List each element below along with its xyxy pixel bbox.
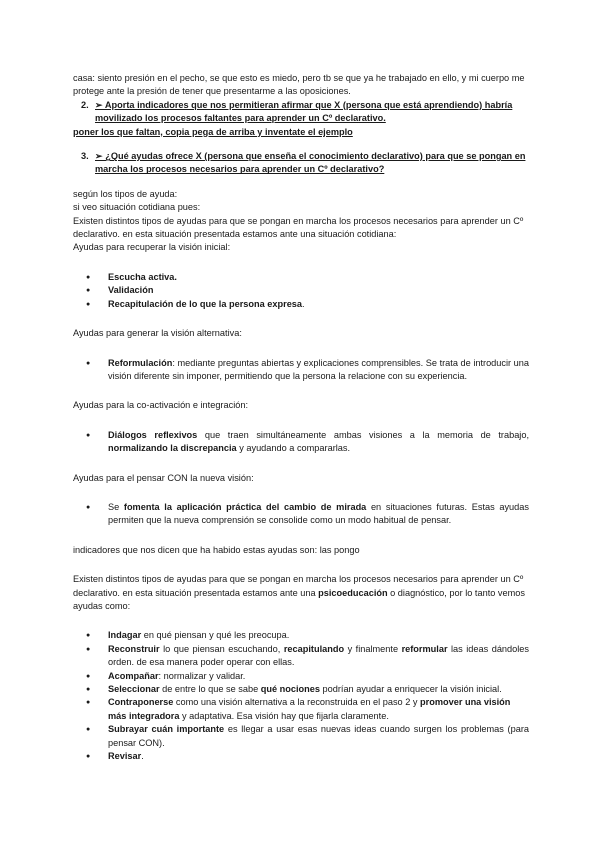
note-line: poner los que faltan, copia pega de arriba y inventate el ejemplo (73, 126, 353, 137)
list-item: ● Subrayar cuán importante es llegar a usar esas nuevas ideas cuando surgen los problemas (para pensar CON). (73, 723, 529, 750)
list-item: ● Diálogos reflexivos que traen simultáneamente ambas visiones a la memoria de trabajo, normalizando la discrepancia y ayudando a compararlas. (73, 429, 529, 456)
list-item: ● Reformulación: mediante preguntas abiertas y explicaciones comprensibles. Se trata de introducir una visión diferente sin imponer, permitiendo que la persona la relacione con su experiencia. (73, 357, 529, 384)
generar-heading: Ayudas para generar la visión alternativa: (73, 328, 242, 339)
list-item: ● Reconstruir lo que piensan escuchando, recapitulando y finalmente reformular las ideas dándoles orden. de esa manera poder operar con ellas. (73, 643, 529, 670)
question-3 (73, 150, 529, 177)
list-item: ● Recapitulación de lo que la persona expresa. (73, 298, 529, 311)
list-item: ● Se fomenta la aplicación práctica del cambio de mirada en situaciones futuras. Estas ayudas permiten que la nueva comprensión se consolide como un modo habitual de pensar. (73, 501, 529, 528)
existen-paragraph-1: Existen distintos tipos de ayudas para que se pongan en marcha los procesos necesarios para aprender un Cº declarativo. en esta situación presentada estamos ante una situación cotidiana: (73, 215, 524, 240)
intro-paragraph: casa: siento presión en el pecho, se que esto es miedo, pero tb se que ya he trabajado en ello, y mi cuerpo me protege ante la presión de tener que presentarme a las oposiciones. (73, 73, 525, 97)
list-item: ● Acompañar: normalizar y validar. (73, 670, 529, 683)
generar-list (73, 357, 529, 384)
question-3-text: ➢ ¿Qué ayudas ofrece X (persona que enseña el conocimiento declarativo) para que se pongan en marcha los procesos necesarios para aprender un Cº declarativo? (95, 151, 526, 175)
siveo-line: si veo situación cotidiana pues: (73, 202, 201, 213)
recuperar-list (73, 271, 529, 311)
question-2-text: ➢ Aporta indicadores que nos permitieran afirmar que X (persona que está aprendiendo) habría movilizado los procesos faltantes para aprender un Cº declarativo. (95, 99, 513, 124)
pensar-list (73, 501, 529, 528)
list-item: ● Validación (73, 284, 529, 297)
recuperar-heading: Ayudas para recuperar la visión inicial: (73, 242, 231, 253)
existen-paragraph-2: Existen distintos tipos de ayudas para que se pongan en marcha los procesos necesarios para aprender un Cº declarativo. en esta situación presentada estamos ante una psicoeducación o diagnóstico, por lo tanto vemos ayudas como: (73, 574, 525, 611)
question-2-number: 2. (81, 99, 89, 110)
segun-line: según los tipos de ayuda: (73, 188, 178, 199)
list-item: ● Contraponerse como una visión alternativa a la reconstruida en el paso 2 y promover una visión más integradora y adaptativa. Esa visión hay que fijarla claramente. (73, 696, 529, 723)
document-page (73, 72, 529, 763)
coactivacion-heading: Ayudas para la co-activación e integración: (73, 400, 249, 411)
coactivacion-list (73, 429, 529, 456)
ayudas-list (73, 629, 529, 763)
list-item: ● Revisar. (73, 750, 529, 763)
list-item: ● Seleccionar de entre lo que se sabe qué nociones podrían ayudar a enriquecer la visión inicial. (73, 683, 529, 696)
question-2 (73, 99, 529, 126)
question-3-number: 3. (81, 151, 89, 162)
list-item: ● Escucha activa. (73, 271, 529, 284)
pensar-heading: Ayudas para el pensar CON la nueva visión: (73, 472, 254, 483)
indicadores-line: indicadores que nos dicen que ha habido estas ayudas son: las pongo (73, 544, 360, 555)
list-item: ● Indagar en qué piensan y qué les preocupa. (73, 629, 529, 642)
